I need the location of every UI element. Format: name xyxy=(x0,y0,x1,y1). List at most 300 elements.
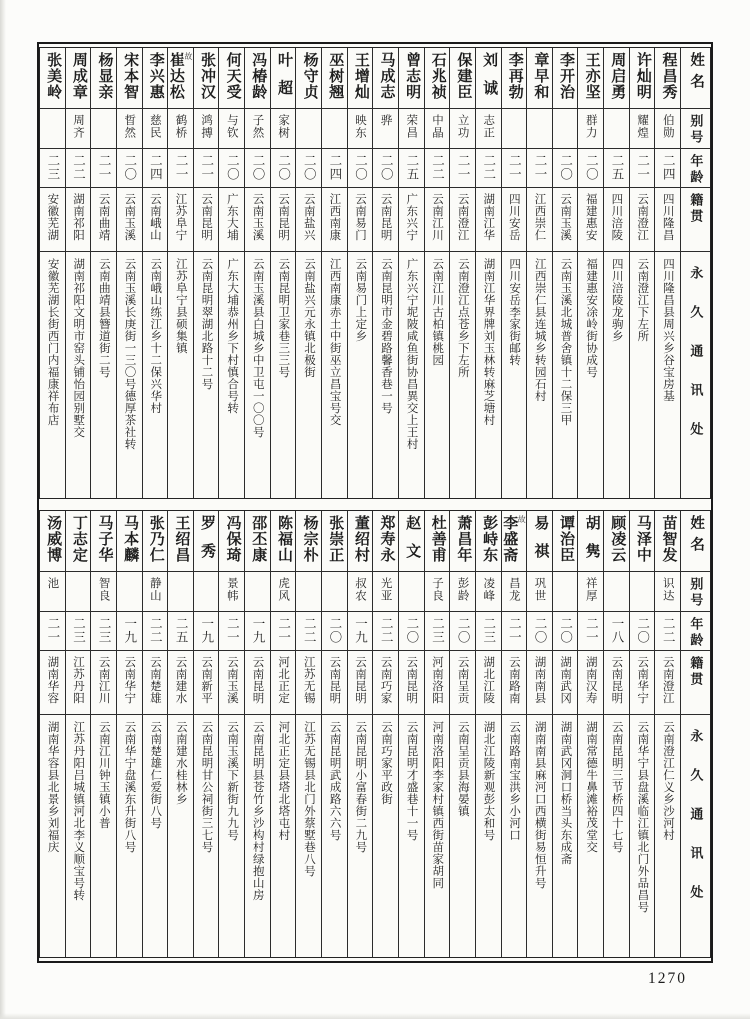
alias-cell xyxy=(425,572,450,612)
alias-cell xyxy=(348,572,373,612)
alias-cell xyxy=(245,109,270,149)
header-name-label: 姓名 xyxy=(688,515,705,558)
entry-column xyxy=(116,48,142,498)
person-age: 二〇 xyxy=(353,154,368,181)
person-native-place: 广东大埔 xyxy=(225,193,238,241)
native-place-cell xyxy=(322,188,347,252)
person-address: 河南洛阳李家村镇西街苗家胡同 xyxy=(431,721,444,889)
header-column xyxy=(680,511,710,957)
header-address-cell xyxy=(681,252,710,498)
address-cell xyxy=(296,252,321,498)
name-cell xyxy=(655,48,680,109)
person-address: 云南江川古柏镇桃园 xyxy=(431,258,444,366)
alias-cell xyxy=(40,109,65,149)
person-native-place: 云南昆明 xyxy=(251,656,264,704)
person-alias: 识达 xyxy=(661,577,674,602)
person-address: 江西崇仁县连城乡转园石村 xyxy=(533,258,546,402)
person-native-place: 江苏阜宁 xyxy=(174,193,187,241)
name-cell xyxy=(553,511,578,572)
entry-column xyxy=(501,48,527,498)
address-cell xyxy=(322,252,347,498)
native-place-cell xyxy=(655,651,680,715)
age-cell xyxy=(194,612,219,651)
person-name: 王增灿 xyxy=(352,52,369,100)
person-age: 二三 xyxy=(430,617,445,644)
name-cell xyxy=(245,511,270,572)
alias-cell xyxy=(245,572,270,612)
entry-column xyxy=(654,48,680,498)
person-alias: 光亚 xyxy=(379,577,392,602)
header-address-cell xyxy=(681,715,710,957)
person-address: 湖南华容县北景乡刘福庆 xyxy=(46,721,59,853)
name-cell xyxy=(245,48,270,109)
header-alias-label: 别号 xyxy=(688,114,704,146)
native-place-cell xyxy=(425,651,450,715)
name-cell xyxy=(553,48,578,109)
entry-column xyxy=(65,48,91,498)
person-native-place: 云南盐兴 xyxy=(302,193,315,241)
person-alias: 子然 xyxy=(251,114,264,139)
native-place-cell xyxy=(271,188,296,252)
age-cell xyxy=(399,149,424,188)
entry-column xyxy=(552,48,578,498)
name-annotation: 故 xyxy=(183,52,193,60)
native-place-cell xyxy=(604,188,629,252)
header-age-cell xyxy=(681,149,710,188)
address-cell xyxy=(219,252,244,498)
address-cell xyxy=(271,252,296,498)
person-name: 杨显亲 xyxy=(96,52,113,100)
native-place-cell xyxy=(578,651,603,715)
alias-cell xyxy=(604,572,629,612)
address-cell xyxy=(91,252,116,498)
person-age: 二〇 xyxy=(558,617,573,644)
age-cell xyxy=(117,149,142,188)
person-age: 二〇 xyxy=(250,154,265,181)
native-place-cell xyxy=(604,651,629,715)
name-cell xyxy=(578,511,603,572)
person-name: 何天受 xyxy=(224,52,241,100)
person-name: 宋本智 xyxy=(122,52,139,100)
alias-cell xyxy=(271,572,296,612)
name-cell xyxy=(450,48,475,109)
name-cell xyxy=(219,48,244,109)
person-age: 二二 xyxy=(302,617,317,644)
person-age: 二五 xyxy=(404,154,419,181)
person-native-place: 云南昆明 xyxy=(200,193,213,241)
person-name: 苗智发 xyxy=(660,515,677,563)
entry-column xyxy=(65,511,91,957)
native-place-cell xyxy=(630,188,655,252)
person-native-place: 云南江川 xyxy=(97,656,110,704)
address-cell xyxy=(143,715,168,957)
alias-cell xyxy=(373,109,398,149)
entry-column xyxy=(40,48,65,498)
address-cell xyxy=(553,252,578,498)
person-native-place: 四川安岳 xyxy=(507,193,520,241)
person-name: 董绍村 xyxy=(352,515,369,563)
person-alias: 鹤桥 xyxy=(174,114,187,139)
address-cell xyxy=(630,715,655,957)
alias-cell xyxy=(322,109,347,149)
header-age-cell xyxy=(681,612,710,651)
name-cell xyxy=(194,511,219,572)
person-native-place: 湖南华容 xyxy=(46,656,59,704)
name-cell xyxy=(630,511,655,572)
person-native-place: 云南新平 xyxy=(200,656,213,704)
address-cell xyxy=(527,715,552,957)
name-cell xyxy=(425,511,450,572)
header-address-label: 永久通讯处 xyxy=(688,729,704,924)
person-age: 二四 xyxy=(148,154,163,181)
person-name: 王绍昌 xyxy=(173,515,190,563)
name-cell xyxy=(117,48,142,109)
person-native-place: 江西南康 xyxy=(328,193,341,241)
person-address: 云南峨山练江乡十二保兴华村 xyxy=(149,258,162,414)
native-place-cell xyxy=(476,651,501,715)
table-bottom xyxy=(39,510,711,958)
page-number: 1270 xyxy=(648,970,687,987)
person-native-place: 云南澄江 xyxy=(636,193,649,241)
person-address: 河北正定县塔北塔屯村 xyxy=(277,721,290,841)
name-cell xyxy=(219,511,244,572)
name-cell xyxy=(373,511,398,572)
person-name: 马泽中 xyxy=(634,515,651,563)
alias-cell xyxy=(91,109,116,149)
person-alias: 凌峰 xyxy=(482,577,495,602)
person-age: 二〇 xyxy=(584,154,599,181)
entry-column xyxy=(193,511,219,957)
native-place-cell xyxy=(399,651,424,715)
age-cell xyxy=(604,612,629,651)
person-age: 二一 xyxy=(507,154,522,181)
name-cell xyxy=(91,48,116,109)
person-native-place: 江西崇仁 xyxy=(533,193,546,241)
person-native-place: 湖南祁阳 xyxy=(71,193,84,241)
native-place-cell xyxy=(66,651,91,715)
age-cell xyxy=(630,149,655,188)
person-native-place: 云南华宁 xyxy=(636,656,649,704)
entry-column xyxy=(321,48,347,498)
age-cell xyxy=(578,612,603,651)
header-name-cell xyxy=(681,48,710,109)
native-place-cell xyxy=(91,188,116,252)
person-address: 江西南康赤土中街巫立昌宝号交 xyxy=(328,258,341,426)
person-address: 云南曲靖县簪道街二号 xyxy=(97,258,110,378)
entry-column xyxy=(475,48,501,498)
person-native-place: 云南易门 xyxy=(354,193,367,241)
alias-cell xyxy=(476,109,501,149)
person-native-place: 云南澄江 xyxy=(661,656,674,704)
person-native-place: 福建惠安 xyxy=(584,193,597,241)
entry-column xyxy=(116,511,142,957)
age-cell xyxy=(296,149,321,188)
person-age: 二四 xyxy=(661,154,676,181)
name-cell xyxy=(168,48,193,109)
person-alias: 群力 xyxy=(584,114,597,139)
person-alias: 昌龙 xyxy=(507,577,520,602)
name-cell xyxy=(527,48,552,109)
entry-column xyxy=(398,511,424,957)
alias-cell xyxy=(630,572,655,612)
header-column xyxy=(680,48,710,498)
native-place-cell xyxy=(476,188,501,252)
age-cell xyxy=(502,149,527,188)
native-place-cell xyxy=(194,651,219,715)
person-address: 云南昆明小富春街二九号 xyxy=(354,721,367,853)
person-native-place: 云南澄江 xyxy=(456,193,469,241)
entry-column xyxy=(193,48,219,498)
age-cell xyxy=(66,612,91,651)
age-cell xyxy=(578,149,603,188)
native-place-cell xyxy=(425,188,450,252)
person-name: 李盛斋 xyxy=(501,515,518,563)
person-address: 湖南南县麻河口西横街易恒升号 xyxy=(533,721,546,889)
alias-cell xyxy=(91,572,116,612)
person-address: 云南昆明甘公祠街三七号 xyxy=(200,721,213,853)
person-address: 云南昆明才盛巷十一号 xyxy=(405,721,418,841)
alias-cell xyxy=(578,572,603,612)
address-cell xyxy=(117,252,142,498)
person-name: 陈福山 xyxy=(275,515,292,563)
person-name: 崔达松 xyxy=(168,52,184,100)
person-native-place: 河南洛阳 xyxy=(430,656,443,704)
person-address: 安徽芜湖长街西门内福康祥布店 xyxy=(46,258,59,426)
person-age: 二三 xyxy=(481,617,496,644)
person-native-place: 云南昆明 xyxy=(328,656,341,704)
entry-column xyxy=(501,511,527,957)
person-alias: 叔农 xyxy=(354,577,367,602)
native-place-cell xyxy=(245,188,270,252)
address-cell xyxy=(450,715,475,957)
age-cell xyxy=(117,612,142,651)
name-cell xyxy=(322,511,347,572)
address-cell xyxy=(348,715,373,957)
person-name: 保建臣 xyxy=(455,52,472,100)
person-address: 江苏无锡县北门外蔡墅巷八号 xyxy=(303,721,316,877)
person-name: 马子华 xyxy=(96,515,113,563)
entry-column xyxy=(218,48,244,498)
person-native-place: 云南昆明 xyxy=(277,193,290,241)
person-address: 云南昆明武成路六六号 xyxy=(328,721,341,841)
native-place-cell xyxy=(373,651,398,715)
person-name: 杨宗朴 xyxy=(301,515,318,563)
person-native-place: 云南玉溪 xyxy=(225,656,238,704)
entry-column xyxy=(577,48,603,498)
native-place-cell xyxy=(502,651,527,715)
native-place-cell xyxy=(194,188,219,252)
alias-cell xyxy=(117,109,142,149)
person-age: 二二 xyxy=(661,617,676,644)
person-age: 二〇 xyxy=(276,154,291,181)
person-age: 二三 xyxy=(97,617,112,644)
person-alias: 静山 xyxy=(148,577,161,602)
age-cell xyxy=(66,149,91,188)
person-address: 云南建水桂林乡 xyxy=(174,721,187,805)
person-native-place: 江苏丹阳 xyxy=(71,656,84,704)
person-age: 二〇 xyxy=(456,617,471,644)
person-name: 彭峙东 xyxy=(481,515,498,563)
person-alias: 慈民 xyxy=(148,114,161,139)
age-cell xyxy=(527,612,552,651)
native-place-cell xyxy=(143,188,168,252)
person-native-place: 云南昆明 xyxy=(610,656,623,704)
age-cell xyxy=(399,612,424,651)
name-cell xyxy=(450,511,475,572)
person-name: 李兴惠 xyxy=(147,52,164,100)
age-cell xyxy=(271,149,296,188)
age-cell xyxy=(143,612,168,651)
person-name: 杜善甫 xyxy=(429,515,446,563)
name-cell xyxy=(194,48,219,109)
person-address: 云南玉溪北城普舍镇十二保三甲 xyxy=(559,258,572,426)
person-age: 一九 xyxy=(122,617,137,644)
name-cell xyxy=(604,48,629,109)
age-cell xyxy=(655,149,680,188)
alias-cell xyxy=(66,572,91,612)
age-cell xyxy=(91,612,116,651)
header-native-label: 籍贯 xyxy=(688,193,704,225)
person-native-place: 湖南汉寿 xyxy=(584,656,597,704)
person-age: 二三 xyxy=(45,154,60,181)
name-cell xyxy=(117,511,142,572)
person-native-place: 广东兴宁 xyxy=(405,193,418,241)
header-native-label: 籍贯 xyxy=(688,656,704,688)
person-age: 二一 xyxy=(456,154,471,181)
name-cell xyxy=(578,48,603,109)
person-age: 二二 xyxy=(148,617,163,644)
native-place-cell xyxy=(168,651,193,715)
native-place-cell xyxy=(527,651,552,715)
person-address: 福建惠安凃岭街协成号 xyxy=(585,258,598,378)
address-cell xyxy=(117,715,142,957)
native-place-cell xyxy=(296,188,321,252)
person-alias: 子良 xyxy=(430,577,443,602)
person-name: 邵丕康 xyxy=(250,515,267,563)
person-age: 一九 xyxy=(199,617,214,644)
person-address: 湖南祁阳文明市窑头铺怡园别墅交 xyxy=(72,258,85,438)
person-address: 云南玉溪县白城乡中卫屯一〇〇号 xyxy=(251,258,264,438)
person-native-place: 云南玉溪 xyxy=(559,193,572,241)
person-address: 云南巧家平政街 xyxy=(379,721,392,805)
person-address: 云南江川钟玉镇小普 xyxy=(97,721,110,829)
address-cell xyxy=(578,715,603,957)
person-age: 二一 xyxy=(225,617,240,644)
person-native-place: 湖南南县 xyxy=(533,656,546,704)
alias-cell xyxy=(399,109,424,149)
person-name: 赵文 xyxy=(404,515,421,571)
entry-column xyxy=(424,48,450,498)
alias-cell xyxy=(296,109,321,149)
person-address: 云南昆明翠湖北路十二号 xyxy=(200,258,213,390)
address-cell xyxy=(655,252,680,498)
native-place-cell xyxy=(450,188,475,252)
person-age: 二五 xyxy=(174,617,189,644)
native-place-cell xyxy=(322,651,347,715)
person-age: 二一 xyxy=(635,154,650,181)
alias-cell xyxy=(604,109,629,149)
person-name: 汤威博 xyxy=(45,515,62,563)
person-alias: 晢然 xyxy=(123,114,136,139)
native-place-cell xyxy=(348,651,373,715)
person-name: 李开治 xyxy=(557,52,574,100)
age-cell xyxy=(322,149,347,188)
address-cell xyxy=(604,252,629,498)
person-age: 二〇 xyxy=(379,154,394,181)
address-cell xyxy=(399,715,424,957)
header-alias-label: 别号 xyxy=(688,577,704,609)
person-address: 云南玉溪长庚街一三〇号德厚茶社转 xyxy=(123,258,136,450)
person-native-place: 云南江川 xyxy=(430,193,443,241)
alias-cell xyxy=(322,572,347,612)
native-place-cell xyxy=(219,651,244,715)
person-age: 二一 xyxy=(45,617,60,644)
address-cell xyxy=(168,252,193,498)
age-cell xyxy=(219,149,244,188)
age-cell xyxy=(527,149,552,188)
person-alias: 巩世 xyxy=(533,577,546,602)
person-age: 二〇 xyxy=(225,154,240,181)
address-cell xyxy=(373,252,398,498)
person-name: 张美岭 xyxy=(45,52,62,100)
native-place-cell xyxy=(271,651,296,715)
address-cell xyxy=(40,715,65,957)
person-address: 云南澄江下左所 xyxy=(636,258,649,342)
native-place-cell xyxy=(296,651,321,715)
person-name: 丁志定 xyxy=(70,515,87,563)
entry-column xyxy=(526,48,552,498)
person-name: 许灿明 xyxy=(634,52,651,100)
person-address: 湖南常德牛鼻滩裕茂堂交 xyxy=(585,721,598,853)
name-cell xyxy=(296,511,321,572)
address-cell xyxy=(296,715,321,957)
person-alias: 智良 xyxy=(97,577,110,602)
address-cell xyxy=(219,715,244,957)
age-cell xyxy=(373,612,398,651)
person-age: 二一 xyxy=(507,617,522,644)
person-native-place: 安徽芜湖 xyxy=(46,193,59,241)
person-age: 二〇 xyxy=(635,617,650,644)
name-cell xyxy=(40,48,65,109)
address-cell xyxy=(604,715,629,957)
name-cell xyxy=(271,511,296,572)
person-name: 谭治臣 xyxy=(557,515,574,563)
person-name: 杨守贞 xyxy=(301,52,318,100)
name-cell xyxy=(348,511,373,572)
name-cell xyxy=(143,511,168,572)
person-name: 周启勇 xyxy=(609,52,626,100)
person-address: 湖南江华界牌刘玉林转麻芝塘村 xyxy=(482,258,495,426)
person-address: 四川安岳李家街邮转 xyxy=(508,258,521,366)
entry-column xyxy=(218,511,244,957)
address-cell xyxy=(553,715,578,957)
alias-cell xyxy=(143,572,168,612)
age-cell xyxy=(322,612,347,651)
alias-cell xyxy=(296,572,321,612)
address-cell xyxy=(399,252,424,498)
person-name: 冯保琦 xyxy=(224,515,241,563)
person-name: 李再勃 xyxy=(506,52,523,100)
person-alias: 彭龄 xyxy=(456,577,469,602)
person-name: 顾凌云 xyxy=(609,515,626,563)
alias-cell xyxy=(66,109,91,149)
entry-column xyxy=(629,48,655,498)
person-address: 云南澄江点苍乡下左所 xyxy=(456,258,469,378)
person-native-place: 云南华宁 xyxy=(123,656,136,704)
name-cell xyxy=(40,511,65,572)
person-native-place: 云南楚雄 xyxy=(148,656,161,704)
alias-cell xyxy=(527,572,552,612)
